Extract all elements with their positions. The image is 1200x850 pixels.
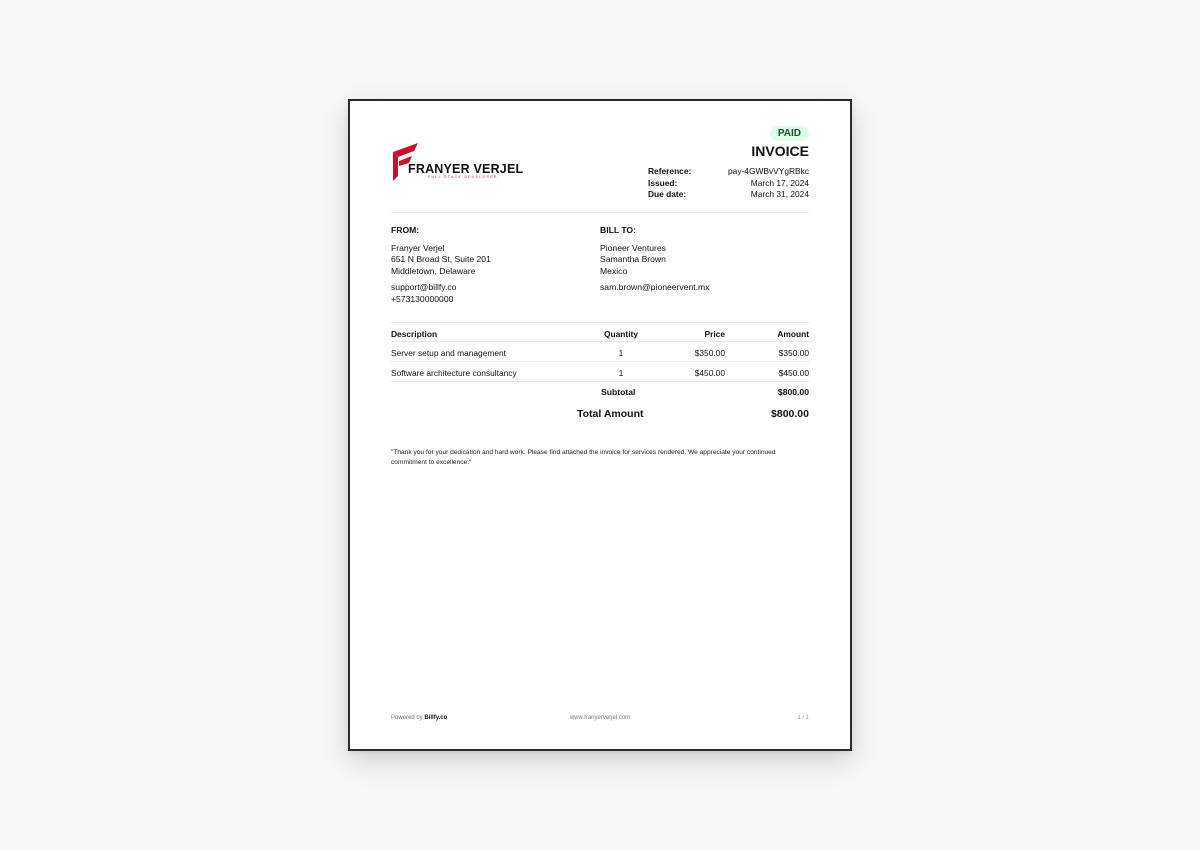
status-badge: PAID bbox=[770, 126, 809, 141]
total-row bbox=[391, 404, 809, 426]
brand-name: FRANYER VERJEL bbox=[408, 162, 524, 176]
row-quantity: 1 bbox=[618, 368, 624, 378]
bill-to-company: Pioneer Ventures bbox=[600, 242, 666, 253]
meta-label: Due date: bbox=[648, 189, 687, 199]
row-amount: $350.00 bbox=[778, 348, 809, 358]
bill-to-section bbox=[600, 225, 710, 294]
from-name: Franyer Verjel bbox=[391, 242, 445, 253]
meta-value: March 17, 2024 bbox=[750, 177, 809, 188]
page-number: 1 / 1 bbox=[797, 715, 809, 721]
from-email: support@billfy.co bbox=[391, 282, 457, 293]
row-price: $350.00 bbox=[694, 348, 725, 358]
row-description: Software architecture consultancy bbox=[391, 368, 517, 378]
brand-logo bbox=[391, 143, 531, 183]
thank-you-note: "Thank you for your dedication and hard work. Please find attached the invoice for services rendered. We appreciate your continued commitment to excellence." bbox=[391, 449, 776, 466]
column-header-price: Price bbox=[704, 329, 725, 339]
meta-row-reference bbox=[648, 166, 809, 178]
column-header-quantity: Quantity bbox=[604, 329, 638, 339]
powered-by-prefix: Powered by bbox=[391, 715, 423, 721]
row-price: $450.00 bbox=[694, 368, 725, 378]
bill-to-heading: BILL TO: bbox=[600, 225, 636, 235]
invoice-meta bbox=[648, 166, 809, 201]
line-items-table bbox=[391, 322, 809, 382]
subtotal-row bbox=[391, 384, 809, 402]
column-header-amount: Amount bbox=[777, 329, 809, 339]
row-description: Server setup and management bbox=[391, 348, 506, 358]
powered-by-link[interactable]: Billfy.co bbox=[424, 715, 448, 721]
invoice-content bbox=[391, 101, 809, 749]
column-header-description: Description bbox=[391, 329, 438, 339]
invoice-page bbox=[348, 99, 852, 751]
meta-label: Issued: bbox=[648, 177, 678, 188]
total-value: $800.00 bbox=[771, 408, 809, 420]
from-section bbox=[391, 225, 491, 306]
header-divider bbox=[391, 212, 809, 213]
from-address-line-1: 651 N Broad St, Suite 201 bbox=[391, 254, 491, 265]
row-amount: $450.00 bbox=[778, 368, 809, 378]
from-address-line-2: Middletown, Delaware bbox=[391, 265, 476, 276]
table-row bbox=[391, 362, 809, 382]
from-heading: FROM: bbox=[391, 225, 420, 235]
table-row bbox=[391, 342, 809, 362]
brand-tagline: FULL STACK DEVELOPER bbox=[428, 175, 498, 179]
invoice-title: INVOICE bbox=[751, 143, 809, 159]
meta-value: pay-4GWBvVYgRBkc bbox=[728, 166, 809, 176]
subtotal-value: $800.00 bbox=[777, 387, 809, 397]
bill-to-contact: Samantha Brown bbox=[600, 254, 666, 265]
subtotal-label: Subtotal bbox=[601, 387, 636, 397]
website-link[interactable]: www.franyerverjel.com bbox=[569, 715, 631, 721]
table-header bbox=[391, 322, 809, 342]
from-phone: +573130000000 bbox=[391, 293, 454, 304]
meta-row-due-date bbox=[648, 189, 809, 201]
bill-to-country: Mexico bbox=[600, 265, 628, 276]
total-label: Total Amount bbox=[577, 408, 644, 420]
meta-label: Reference: bbox=[648, 166, 692, 176]
meta-value: March 31, 2024 bbox=[750, 189, 809, 199]
bill-to-email: sam.brown@pioneervent.mx bbox=[600, 282, 710, 293]
meta-row-issued bbox=[648, 178, 809, 190]
row-quantity: 1 bbox=[618, 348, 624, 358]
